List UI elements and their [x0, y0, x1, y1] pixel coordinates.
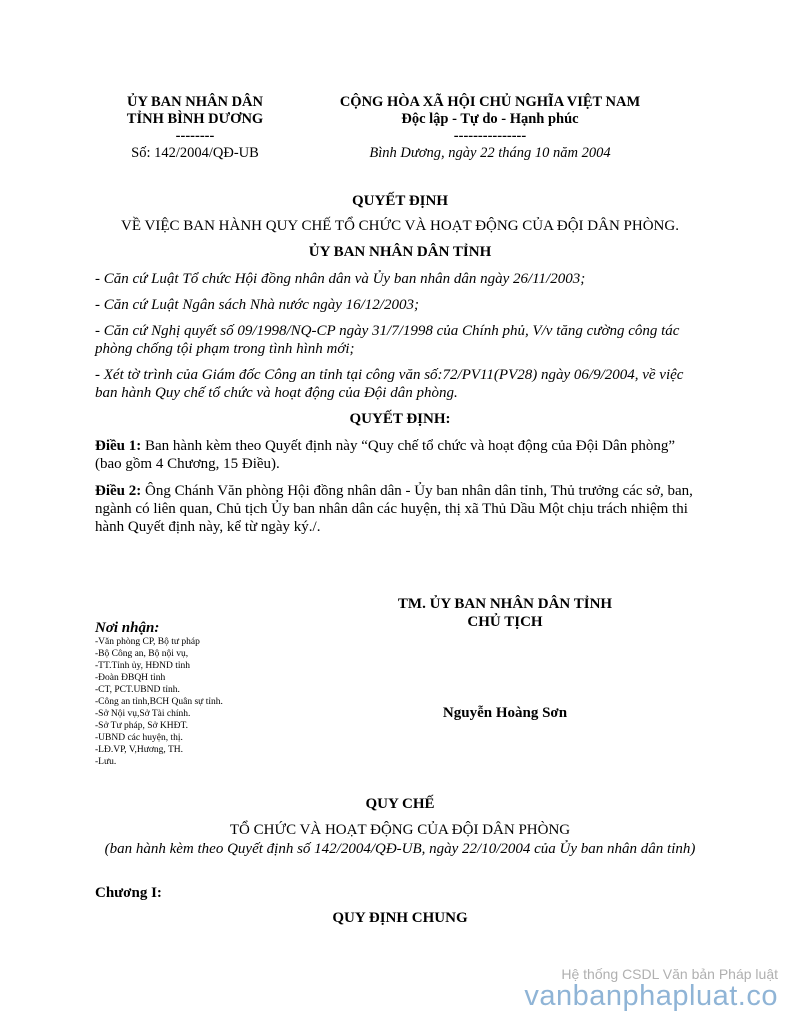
decision-authority: ỦY BAN NHÂN DÂN TỈNH [308, 244, 492, 260]
regulation-title: QUY CHẾ [365, 796, 435, 812]
signature-position: CHỦ TỊCH [467, 614, 543, 630]
regulation-subject: TỔ CHỨC VÀ HOẠT ĐỘNG CỦA ĐỘI DÂN PHÒNG [229, 822, 571, 838]
recipient-item: -Sở Nội vụ,Sở Tài chính. [95, 709, 191, 719]
issuing-authority [95, 94, 295, 162]
chapter-heading: Chương I: [95, 885, 162, 901]
org-line-1: ỦY BAN NHÂN DÂN [126, 94, 263, 110]
document-number: Số: 142/2004/QĐ-UB [131, 145, 259, 161]
signature-block [380, 595, 630, 631]
recipient-item: -Sở Tư pháp, Sở KHĐT. [95, 721, 188, 731]
recipient-item: -Lưu. [95, 757, 117, 767]
basis-3: - Căn cứ Nghị quyết số 09/1998/NQ-CP ngày 31/7/1998 của Chính phủ, V/v tăng cường công tác phòng chống tội phạm trong tình hình mới; [95, 323, 680, 357]
basis-4: - Xét tờ trình của Giám đốc Công an tỉnh tại công văn số:72/PV11(PV28) ngày 06/9/2004, về việc ban hành Quy chế tổ chức và hoạt động của Đội dân phòng. [95, 367, 684, 401]
recipient-item: -TT.Tỉnh ủy, HĐND tỉnh [95, 661, 190, 671]
decides-heading: QUYẾT ĐỊNH: [349, 411, 451, 427]
recipient-item: -Văn phòng CP, Bộ tư pháp [95, 637, 200, 647]
decision-title: QUYẾT ĐỊNH [352, 193, 448, 209]
decision-subject: VỀ VIỆC BAN HÀNH QUY CHẾ TỔ CHỨC VÀ HOẠT ĐỘNG CỦA ĐỘI DÂN PHÒNG. [121, 218, 679, 234]
watermark-site: vanbanphapluat.co [524, 980, 778, 1012]
chapter-title: QUY ĐỊNH CHUNG [332, 910, 468, 926]
recipient-item: -UBND các huyện, thị. [95, 733, 183, 743]
article-2 [95, 482, 705, 536]
signer-name: Nguyễn Hoàng Sơn [442, 705, 568, 721]
article-1 [95, 437, 705, 473]
watermark-caption: Hệ thống CSDL Văn bản Pháp luật [561, 966, 778, 982]
org-line-2: TỈNH BÌNH DƯƠNG [126, 111, 264, 127]
issue-date: Bình Dương, ngày 22 tháng 10 năm 2004 [369, 145, 611, 161]
recipient-item: -Đoàn ĐBQH tỉnh [95, 673, 166, 683]
header-left-divider: -------- [175, 128, 215, 144]
basis-2: - Căn cứ Luật Ngân sách Nhà nước ngày 16/12/2003; [95, 297, 419, 313]
article-2-text: Ông Chánh Văn phòng Hội đồng nhân dân - Ủy ban nhân dân tỉnh, Thủ trưởng các sở, ban, ngành có liên quan, Chủ tịch Ủy ban nhân dân các huyện, thị xã Thủ Dầu Một chịu trách nhiệm thi hành Quyết định này, kể từ ngày ký./. [95, 483, 693, 535]
regulation-note: (ban hành kèm theo Quyết định số 142/2004/QĐ-UB, ngày 22/10/2004 của Ủy ban nhân dân tỉnh) [104, 841, 696, 857]
recipients-heading: Nơi nhận: [95, 620, 160, 636]
recipient-item: -CT, PCT.UBND tỉnh. [95, 685, 180, 695]
country-name: CỘNG HÒA XÃ HỘI CHỦ NGHĨA VIỆT NAM [339, 94, 641, 110]
recipient-item: -LĐ.VP, V,Hương, TH. [95, 745, 184, 755]
recipients-list [95, 620, 315, 768]
basis-1: - Căn cứ Luật Tổ chức Hội đồng nhân dân và Ủy ban nhân dân ngày 26/11/2003; [95, 271, 586, 287]
article-2-label: Điều 2: [95, 483, 142, 499]
article-1-label: Điều 1: [95, 438, 142, 454]
recipient-item: -Bộ Công an, Bộ nội vụ, [95, 649, 189, 659]
recipient-item: -Công an tỉnh,BCH Quân sự tỉnh. [95, 697, 223, 707]
header-right-divider: --------------- [453, 128, 527, 144]
article-1-text: Ban hành kèm theo Quyết định này “Quy chế tổ chức và hoạt động của Đội Dân phòng” (bao gồm 4 Chương, 15 Điều). [95, 438, 676, 472]
signature-title: TM. ỦY BAN NHÂN DÂN TỈNH [397, 596, 613, 612]
national-header [310, 94, 670, 162]
national-motto: Độc lập - Tự do - Hạnh phúc [401, 111, 579, 127]
